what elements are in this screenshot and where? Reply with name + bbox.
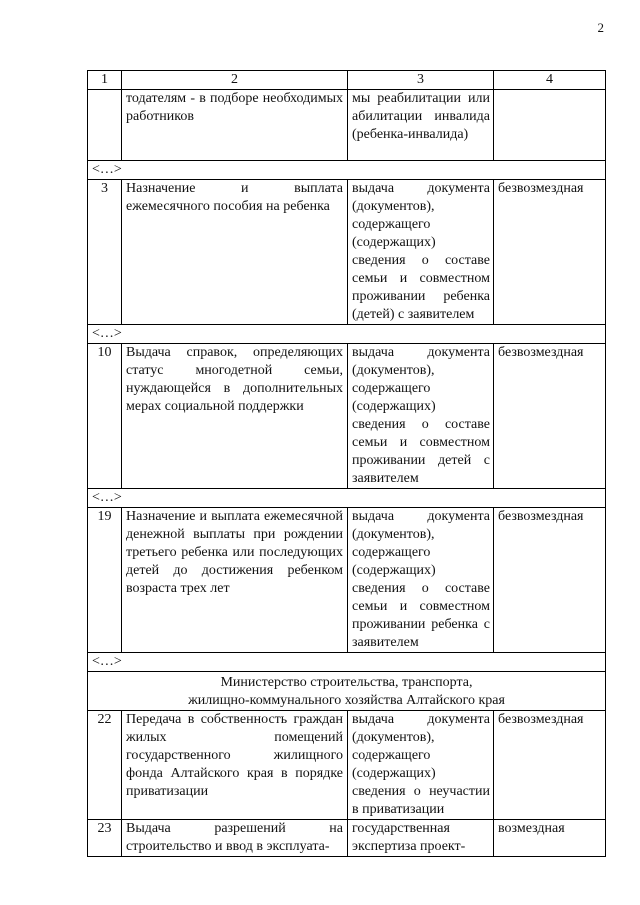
document-description: мы реабилитации или абилитации инвалида (ребенка-инвалида): [348, 90, 494, 161]
table-row: [88, 508, 606, 653]
payment-type: безвозмездная: [494, 344, 606, 489]
row-number: 19: [88, 508, 122, 653]
page-number: 2: [597, 20, 604, 35]
ministry-section-row: [88, 672, 606, 711]
ministry-heading: [88, 672, 606, 711]
header-col-2: 2: [122, 71, 348, 90]
table-row: [88, 711, 606, 820]
payment-type: возмездная: [494, 820, 606, 857]
document-description: выдача документа (документов), содержащего (содержащих) сведения о неучастии в приватизации: [348, 711, 494, 820]
row-number: [88, 90, 122, 161]
document-description: государственная экспертиза проект-: [348, 820, 494, 857]
row-number: 3: [88, 180, 122, 325]
gap-marker: <…>: [88, 653, 606, 672]
document-description: выдача документа (документов), содержащего (содержащих) сведения о составе семьи и совместном проживании ребенка с заявителем: [348, 508, 494, 653]
service-name: тодателям - в подборе необходимых работников: [122, 90, 348, 161]
table-header-row: [88, 71, 606, 90]
document-description: выдача документа (документов), содержащего (содержащих) сведения о составе семьи и совместном проживании ребенка (детей) с заявителем: [348, 180, 494, 325]
payment-type: безвозмездная: [494, 711, 606, 820]
row-number: 22: [88, 711, 122, 820]
omitted-rows-marker: [88, 325, 606, 344]
payment-type: [494, 90, 606, 161]
service-name: Передача в собственность граждан жилых помещений государственного жилищного фонда Алтайского края в порядке приватизации: [122, 711, 348, 820]
table-row: [88, 820, 606, 857]
table-row: [88, 180, 606, 325]
document-description: выдача документа (документов), содержащего (содержащих) сведения о составе семьи и совместном проживании детей с заявителем: [348, 344, 494, 489]
service-name: Выдача разрешений на строительство и ввод в эксплуата-: [122, 820, 348, 857]
service-name: Назначение и выплата ежемесячной денежной выплаты при рождении третьего ребенка или последующих детей до достижения ребенком возраста трех лет: [122, 508, 348, 653]
table-row: [88, 344, 606, 489]
gap-marker: <…>: [88, 489, 606, 508]
gap-marker: <…>: [88, 325, 606, 344]
header-col-4: 4: [494, 71, 606, 90]
omitted-rows-marker: [88, 161, 606, 180]
service-name: Назначение и выплата ежемесячного пособия на ребенка: [122, 180, 348, 325]
omitted-rows-marker: [88, 653, 606, 672]
ministry-heading-line-2: жилищно-коммунального хозяйства Алтайского края: [188, 693, 505, 708]
header-col-1: 1: [88, 71, 122, 90]
ministry-heading-line-1: Министерство строительства, транспорта,: [220, 675, 473, 690]
omitted-rows-marker: [88, 489, 606, 508]
service-name: Выдача справок, определяющих статус многодетной семьи, нуждающейся в дополнительных мерах социальной поддержки: [122, 344, 348, 489]
gap-marker: <…>: [88, 161, 606, 180]
payment-type: безвозмездная: [494, 508, 606, 653]
services-table: [87, 70, 606, 857]
row-number: 23: [88, 820, 122, 857]
header-col-3: 3: [348, 71, 494, 90]
payment-type: безвозмездная: [494, 180, 606, 325]
row-number: 10: [88, 344, 122, 489]
continuation-row: [88, 90, 606, 161]
